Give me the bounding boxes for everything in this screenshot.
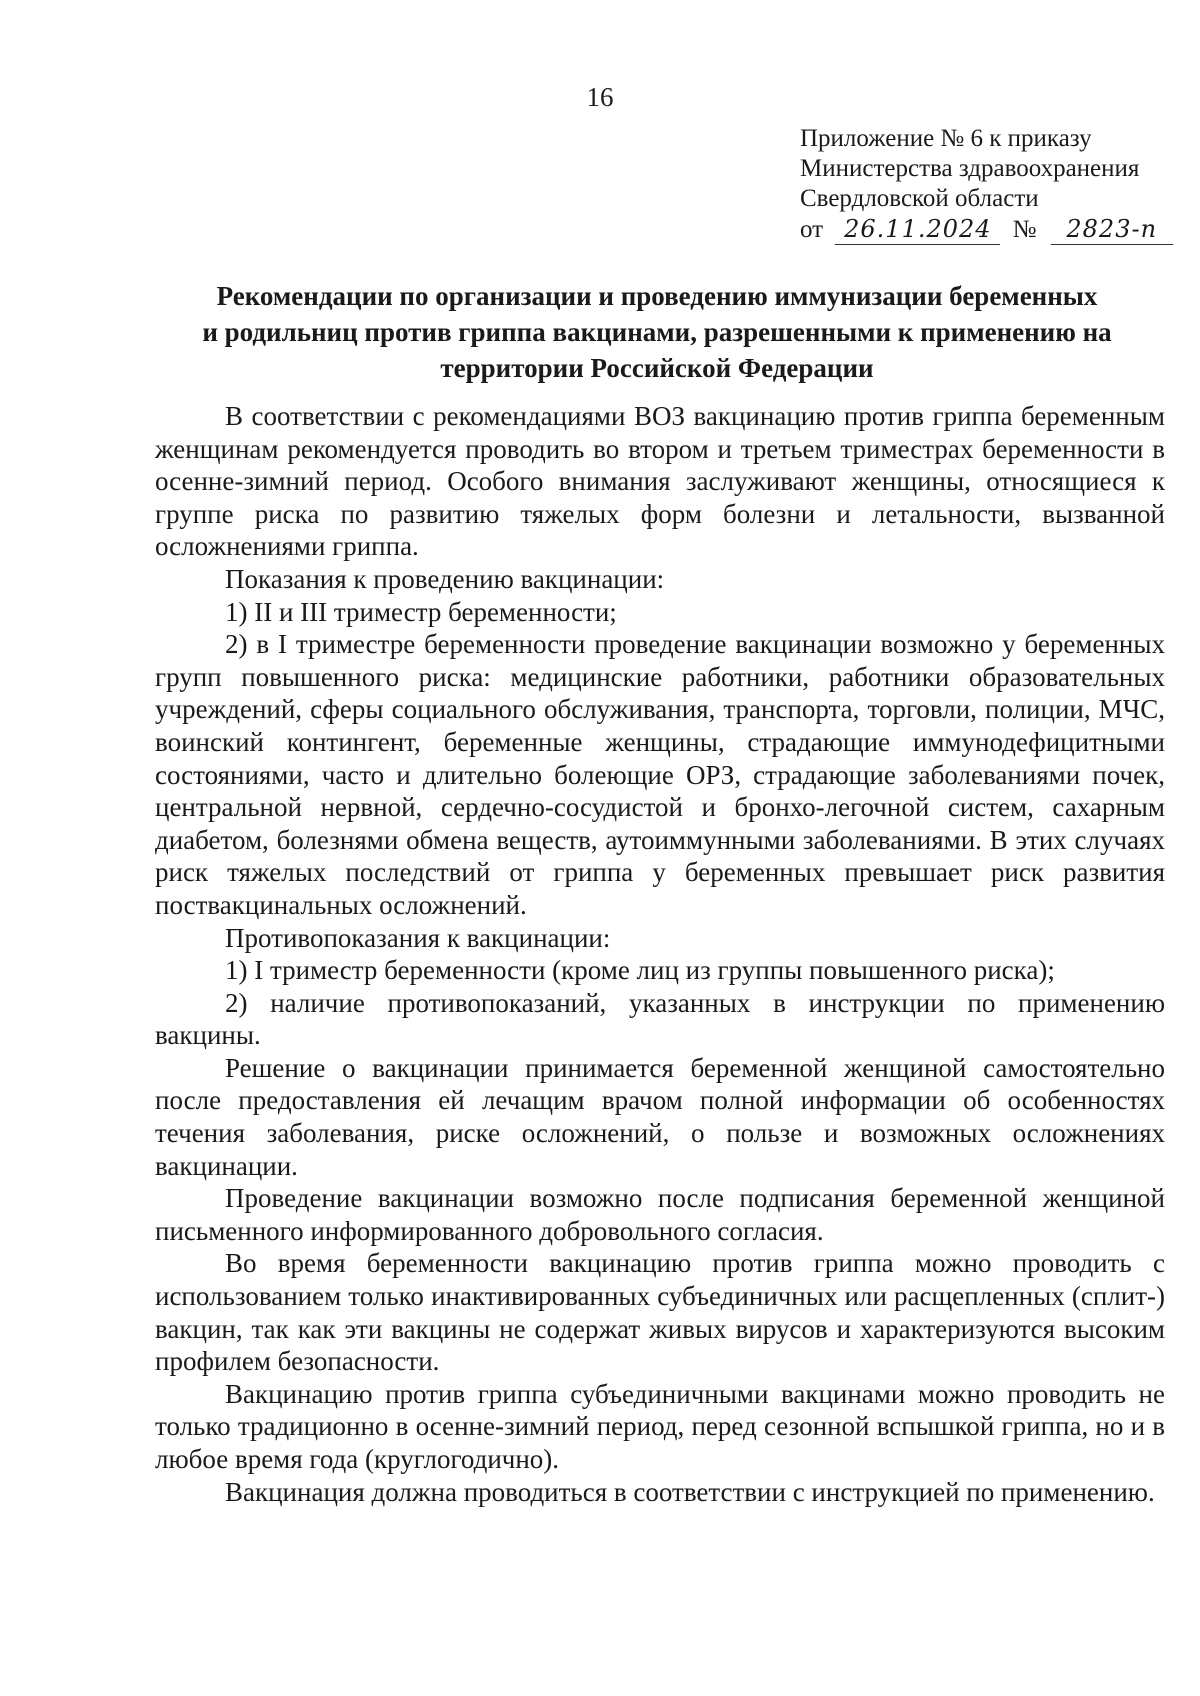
document-body <box>155 400 1165 1508</box>
paragraph-contraindication-2: 2) наличие противопоказаний, указанных в инструкции по применению вакцины. <box>155 987 1165 1051</box>
paragraph-intro: В соответствии с рекомендациями ВОЗ вакцинацию против гриппа беременным женщинам рекомендуется проводить во втором и третьем триместрах беременности в осенне-зимний период. Особого внимания заслуживают женщины, относящиеся к группе риска по развитию тяжелых форм болезни и летальности, вызванной осложнениями гриппа. <box>155 401 1165 562</box>
page-number: 16 <box>586 82 614 112</box>
annex-line-2: Министерства здравоохранения <box>800 155 1140 182</box>
paragraph-vaccine-types: Во время беременности вакцинацию против гриппа можно проводить с использованием только инактивированных субъединичных или расщепленных (сплит-) вакцин, так как эти вакцины не содержат живых вирусов и характеризуются высоким профилем безопасности. <box>155 1248 1165 1377</box>
annex-line-1: Приложение № 6 к приказу <box>800 125 1092 152</box>
paragraph-consent: Проведение вакцинации возможно после подписания беременной женщиной письменного информированного добровольного согласия. <box>155 1183 1165 1246</box>
paragraph-contraindications-heading: Противопоказания к вакцинации: <box>225 922 611 953</box>
annex-order-line <box>800 214 1180 245</box>
paragraph-year-round: Вакцинацию против гриппа субъединичными вакцинами можно проводить не только традиционно в осенне-зимний период, перед сезонной вспышкой гриппа, но и в любое время года (круглогодично). <box>155 1378 1165 1474</box>
paragraph-contraindication-1: 1) I триместр беременности (кроме лиц из группы повышенного риска); <box>225 955 1055 986</box>
number-label: № <box>1012 216 1037 243</box>
annex-line-3: Свердловской области <box>800 185 1039 212</box>
from-label: от <box>800 216 824 243</box>
document-title <box>152 278 1162 386</box>
annex-header <box>800 124 1180 245</box>
title-line-3: территории Российской Федерации <box>440 353 874 383</box>
handwritten-order-number: 2823-п <box>1051 214 1173 245</box>
paragraph-indication-1: 1) II и III триместр беременности; <box>225 596 617 627</box>
title-line-1: Рекомендации по организации и проведению иммунизации беременных <box>216 281 1098 311</box>
paragraph-decision: Решение о вакцинации принимается беременной женщиной самостоятельно после предоставления ей лечащим врачом полной информации об особенностях течения заболевания, риске осложнений, о пользе и возможных осложнениях вакцинации. <box>155 1052 1165 1181</box>
paragraph-indications-heading: Показания к проведению вакцинации: <box>225 563 665 594</box>
paragraph-instructions: Вакцинация должна проводиться в соответствии с инструкцией по применению. <box>225 1476 1155 1507</box>
title-line-2: и родильниц против гриппа вакцинами, разрешенными к применению на <box>202 317 1112 347</box>
handwritten-date: 26.11.2024 <box>835 214 1000 245</box>
paragraph-indication-2: 2) в I триместре беременности проведение вакцинации возможно у беременных групп повышенного риска: медицинские работники, работники образовательных учреждений, сферы социального обслуживания, транспорта, торговли, полиции, МЧС, воинский контингент, беременные женщины, страдающие иммунодефицитными состояниями, часто и длительно болеющие ОРЗ, страдающие заболеваниями почек, центральной нервной, сердечно-сосудистой и бронхо-легочной систем, сахарным диабетом, болезнями обмена веществ, аутоиммунными заболеваниями. В этих случаях риск тяжелых последствий от гриппа у беременных превышает риск развития поствакцинальных осложнений. <box>155 629 1165 920</box>
